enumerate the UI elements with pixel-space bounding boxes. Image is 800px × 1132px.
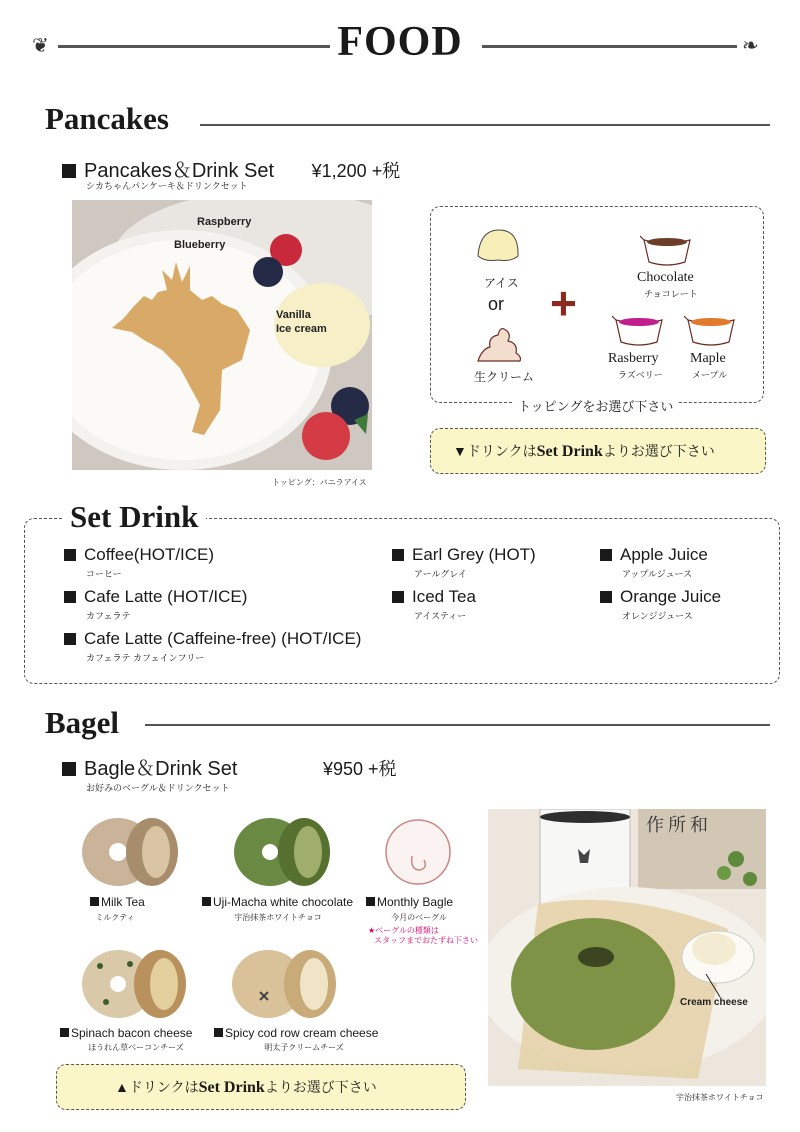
pancake-set-jp: シカちゃんパンケーキ＆ドリンクセット [86,181,248,191]
pancake-set-name: Pancakes＆Drink Set [84,160,275,182]
bagel-jp: ほうれん草ベーコンチーズ [88,1043,184,1052]
bagel-set-price: ¥950 +税 [322,759,397,779]
monthly-note-line: ★ベーグルの種類は [368,926,439,935]
bullet-square-icon [214,1028,223,1037]
bagel-drink-note [56,1064,466,1110]
bagel-name: Spicy cod row cream cheese [225,1026,379,1040]
drink-item [392,587,536,629]
drink-name: Orange Juice [620,587,722,606]
drink-name: Earl Grey (HOT) [412,545,536,564]
topping-cream-label: 生クリーム [474,370,535,384]
bullet-square-icon [64,549,76,561]
drink-item [64,545,361,587]
maple-jp: メープル [692,370,728,380]
pancake-drink-note [430,428,766,474]
bullet-square-icon [392,549,404,561]
topping-caption: トッピングをお選び下さい [514,396,677,415]
bullet-square-icon [202,897,211,906]
bagel-photo-illustration [488,809,766,1086]
drink-jp: カフェラテ カフェインフリー [86,653,205,663]
bagel-set-title [62,752,397,781]
pancakes-heading: Pancakes [45,101,169,136]
whipped-cream-icon [474,325,524,365]
bullet-square-icon [64,633,76,645]
drink-name: Apple Juice [620,545,708,564]
bagel-drink-note-suffix: よりお選び下さい [264,1079,377,1095]
bagel-set-jp: お好みのベーグル＆ドリンクセット [86,783,230,793]
bagel-heading: Bagel [45,705,120,740]
chocolate-label: Chocolate [637,270,694,285]
header-rule-right [482,45,737,48]
rasberry-label: Rasberry [608,351,659,366]
label-vanilla: Vanilla Ice cream [276,309,327,335]
drink-name: Coffee(HOT/ICE) [84,545,215,564]
bullet-square-icon [90,897,99,906]
bagel-item-spinach [60,1026,192,1040]
maple-label: Maple [690,351,726,366]
label-raspberry: Raspberry [197,216,252,228]
bagel-set-name: Bagle＆Drink Set [84,758,238,780]
drink-jp: オレンジジュース [622,611,693,621]
drink-item [392,545,536,587]
monthly-note [368,926,478,946]
pancake-photo-caption: トッピング：バニラアイス [272,478,367,487]
drink-item [64,587,361,629]
right-ornament-icon: ❧ [742,35,759,57]
bagel-sign-text: 作所和 [646,815,712,835]
pancake-photo [72,200,372,470]
pancake-drink-note-prefix: ▼ドリンクは [453,443,537,459]
rasberry-jp: ラズベリー [618,370,663,380]
bullet-square-icon [62,762,76,776]
bagel-item-monthly [366,895,453,909]
drink-jp: アイスティー [414,611,467,621]
bullet-square-icon [366,897,375,906]
bagel-name: Monthly Bagle [377,895,454,909]
pancake-drink-note-bold: Set Drink [536,443,603,460]
bagel-drink-note-bold: Set Drink [198,1079,265,1096]
chocolate-jp: チョコレート [644,289,698,299]
bagel-rule [145,724,770,726]
topping-or-label: or [488,294,505,314]
bagel-item-milk-tea [90,895,145,909]
pancake-drink-note-suffix: よりお選び下さい [602,443,715,459]
spinach-bagel-image [80,944,190,1022]
bagel-jp: 明太子クリームチーズ [264,1043,344,1052]
monthly-note-line: スタッフまでおたずね下さい [374,936,478,945]
label-blueberry: Blueberry [174,239,226,251]
topping-ice-label: アイス [484,276,519,290]
bagel-jp: 今月のベーグル [391,913,447,922]
plus-icon: + [550,277,577,329]
uji-macha-bagel-image [232,812,332,890]
spicy-cod-bagel-image [230,944,340,1022]
monthly-bagel-icon [380,816,456,888]
bullet-square-icon [392,591,404,603]
set-drink-heading: Set Drink [62,499,206,535]
drink-item [600,545,721,587]
drink-jp: アールグレイ [414,569,467,579]
bagel-photo-caption: 宇治抹茶ホワイトチョコ [676,1093,764,1102]
drink-col-3 [600,545,721,629]
drink-jp: カフェラテ [86,611,131,621]
drink-item [64,629,361,671]
label-cream-cheese: Cream cheese [680,997,748,1008]
bullet-square-icon [64,591,76,603]
bagel-name: Uji-Macha white chocolate [213,895,354,909]
drink-jp: アップルジュース [622,569,693,579]
bagel-drink-note-prefix: ▲ドリンクは [115,1079,199,1095]
left-ornament-icon: ❦ [32,35,49,57]
chocolate-sauce-icon [640,230,694,268]
milk-tea-bagel-image [80,812,180,890]
bagel-jp: 宇治抹茶ホワイトチョコ [234,913,322,922]
bullet-square-icon [600,549,612,561]
drink-item [600,587,721,629]
page-title: FOOD [337,19,463,65]
bagel-name: Spinach bacon cheese [71,1026,193,1040]
drink-name: Iced Tea [412,587,476,606]
raspberry-sauce-icon [612,310,666,348]
drink-jp: コーヒー [86,569,122,579]
bagel-item-uji-macha [202,895,353,909]
pancakes-rule [200,124,770,126]
bullet-square-icon [600,591,612,603]
drink-col-1 [64,545,361,671]
bagel-name: Milk Tea [101,895,145,909]
bagel-item-spicy-cod [214,1026,378,1040]
pancake-set-price: ¥1,200 +税 [311,161,401,181]
bullet-square-icon [60,1028,69,1037]
bagel-photo [488,809,766,1086]
bagel-jp: ミルクティ [95,913,135,922]
drink-col-2 [392,545,536,629]
drink-name: Cafe Latte (Caffeine-free) (HOT/ICE) [84,629,362,648]
maple-sauce-icon [684,310,738,348]
drink-name: Cafe Latte (HOT/ICE) [84,587,248,606]
ice-cream-icon [475,226,521,266]
bullet-square-icon [62,164,76,178]
